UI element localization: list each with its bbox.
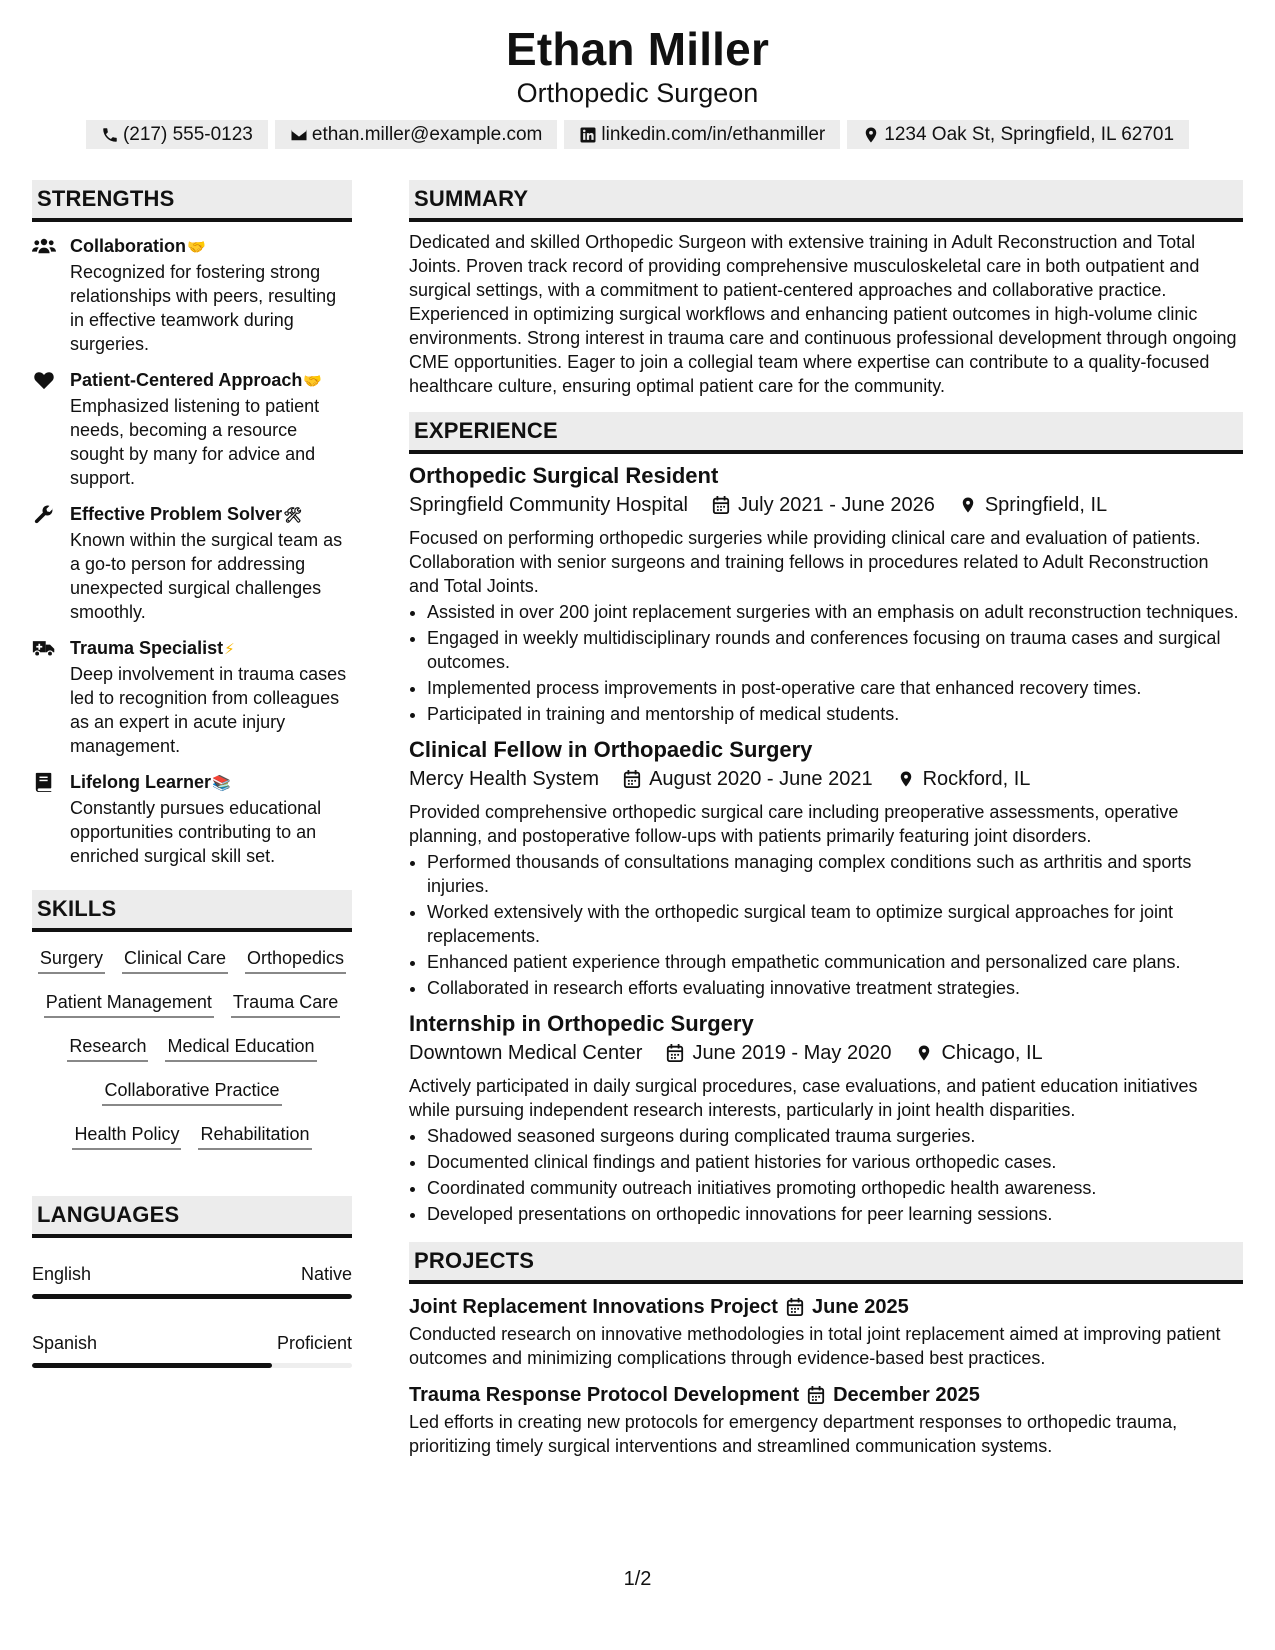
language-item bbox=[32, 1331, 352, 1368]
map-pin-icon bbox=[897, 769, 915, 789]
skill-tag: Medical Education bbox=[165, 1034, 316, 1062]
job-location: Springfield, IL bbox=[984, 494, 1108, 516]
candidate-name: Ethan Miller bbox=[505, 23, 770, 75]
job-bullet: • Developed presentations on orthopedic innovations for peer learning sessions. bbox=[427, 1202, 1243, 1226]
contact-bar bbox=[0, 120, 1275, 149]
handshake-emoji-icon: 🤝 bbox=[187, 239, 206, 256]
job-desc: Focused on performing orthopedic surgeries while providing clinical care and evaluation of patients. Collaboration with senior surgeons and training fellows in procedures related to Adult Reconstruction and Total Joints. bbox=[409, 528, 1209, 596]
language-bar-fill bbox=[32, 1294, 352, 1299]
job-bullet: • Worked extensively with the orthopedic surgical team to optimize surgical approaches for joint replacements. bbox=[427, 900, 1243, 948]
job-title: Orthopedic Surgical Resident bbox=[409, 463, 719, 488]
job-bullet: • Collaborated in research efforts evaluating innovative treatment strategies. bbox=[427, 976, 1243, 1000]
job-meta bbox=[409, 490, 1243, 520]
job-bullet: • Shadowed seasoned surgeons during complicated trauma surgeries. bbox=[427, 1124, 1243, 1148]
language-bar-fill bbox=[32, 1363, 272, 1368]
job-meta bbox=[409, 1038, 1243, 1068]
contact-linkedin-text: linkedin.com/in/ethanmiller bbox=[601, 123, 826, 145]
page-number: 1/2 bbox=[623, 1568, 652, 1590]
strength-item bbox=[32, 502, 352, 624]
strength-desc: Emphasized listening to patient needs, becoming a resource sought by many for advice and support. bbox=[70, 396, 320, 488]
resume-header bbox=[0, 0, 1275, 149]
strength-desc: Known within the surgical team as a go-to person for addressing unexpected surgical challenges smoothly. bbox=[70, 530, 343, 622]
job-meta bbox=[409, 764, 1243, 794]
job-dates: June 2019 - May 2020 bbox=[692, 1042, 892, 1064]
job-desc: Provided comprehensive orthopedic surgical care including preoperative assessments, operative planning, and postoperative follow-ups with patients primarily featuring joint disorders. bbox=[409, 802, 1179, 846]
skill-tag: Rehabilitation bbox=[198, 1122, 311, 1150]
language-name: English bbox=[32, 1264, 92, 1284]
project-entry bbox=[409, 1380, 1243, 1458]
contact-phone-text: (217) 555-0123 bbox=[122, 123, 253, 145]
skill-tag: Health Policy bbox=[72, 1122, 181, 1150]
job-bullet: • Performed thousands of consultations managing complex conditions such as arthritis and sports injuries. bbox=[427, 850, 1243, 898]
job-location: Chicago, IL bbox=[941, 1042, 1043, 1064]
contact-address[interactable] bbox=[847, 120, 1189, 149]
job-title: Clinical Fellow in Orthopaedic Surgery bbox=[409, 737, 813, 762]
skill-tag: Trauma Care bbox=[231, 990, 340, 1018]
job-entry bbox=[409, 736, 1243, 1000]
strength-desc: Deep involvement in trauma cases led to recognition from colleagues as an expert in acute injury management. bbox=[70, 664, 347, 756]
language-name: Spanish bbox=[32, 1333, 98, 1353]
project-date: June 2025 bbox=[811, 1296, 909, 1318]
phone-icon bbox=[101, 126, 119, 144]
map-pin-icon bbox=[862, 126, 880, 144]
project-desc: Led efforts in creating new protocols for emergency department responses to orthopedic trauma, prioritizing timely surgical interventions and streamlined communication systems. bbox=[409, 1412, 1178, 1456]
strength-title: Effective Problem Solver bbox=[70, 504, 283, 524]
contact-address-text: 1234 Oak St, Springfield, IL 62701 bbox=[884, 123, 1175, 145]
calendar-icon bbox=[712, 495, 730, 515]
job-dates: July 2021 - June 2026 bbox=[738, 494, 935, 516]
skills-list bbox=[32, 932, 352, 1150]
lightning-emoji-icon: ⚡ bbox=[224, 641, 235, 658]
language-bar bbox=[32, 1363, 352, 1368]
project-title: Trauma Response Protocol Development bbox=[409, 1384, 800, 1406]
contact-email[interactable] bbox=[275, 120, 558, 149]
handshake-emoji-icon: 🤝 bbox=[303, 373, 323, 390]
strength-title: Collaboration bbox=[70, 236, 186, 256]
contact-email-text: ethan.miller@example.com bbox=[311, 123, 543, 145]
job-bullets bbox=[409, 850, 1243, 1000]
contact-phone[interactable] bbox=[86, 120, 268, 149]
job-entry bbox=[409, 1010, 1243, 1226]
project-title: Joint Replacement Innovations Project bbox=[409, 1296, 778, 1318]
strength-item bbox=[32, 234, 352, 356]
skill-tag: Patient Management bbox=[44, 990, 214, 1018]
job-desc: Actively participated in daily surgical procedures, case evaluations, and patient education initiatives while pursuing independent research interests, particularly in joint health disparities. bbox=[409, 1076, 1198, 1120]
job-bullet: • Engaged in weekly multidisciplinary rounds and conferences focusing on trauma cases and surgical outcomes. bbox=[427, 626, 1243, 674]
map-pin-icon bbox=[915, 1043, 933, 1063]
project-desc: Conducted research on innovative methodologies in total joint replacement aimed at improving patient outcomes and minimizing complications through evidence-based best practices. bbox=[409, 1324, 1221, 1368]
strengths-heading: STRENGTHS bbox=[32, 180, 352, 222]
calendar-icon bbox=[666, 1043, 684, 1063]
job-org: Springfield Community Hospital bbox=[409, 494, 689, 516]
job-location: Rockford, IL bbox=[922, 768, 1031, 790]
language-bar bbox=[32, 1294, 352, 1299]
job-bullet: • Enhanced patient experience through empathetic communication and personalized care plans. bbox=[427, 950, 1243, 974]
wrench-icon bbox=[32, 504, 56, 524]
book-icon bbox=[32, 772, 56, 792]
heart-icon bbox=[32, 370, 56, 390]
language-level: Proficient bbox=[276, 1333, 352, 1353]
skill-tag: Collaborative Practice bbox=[102, 1078, 281, 1106]
ambulance-icon bbox=[32, 638, 56, 658]
tools-emoji-icon: 🛠 bbox=[283, 507, 303, 524]
job-org: Downtown Medical Center bbox=[409, 1042, 643, 1064]
project-date: December 2025 bbox=[833, 1384, 980, 1406]
projects-heading: PROJECTS bbox=[409, 1242, 1243, 1284]
job-dates: August 2020 - June 2021 bbox=[649, 768, 873, 790]
strength-item bbox=[32, 770, 352, 868]
calendar-icon bbox=[786, 1297, 804, 1317]
users-icon bbox=[32, 236, 56, 256]
calendar-icon bbox=[807, 1385, 825, 1405]
job-bullets bbox=[409, 1124, 1243, 1226]
job-bullet: • Coordinated community outreach initiatives promoting orthopedic health awareness. bbox=[427, 1176, 1243, 1200]
skill-tag: Clinical Care bbox=[122, 946, 228, 974]
skill-tag: Research bbox=[67, 1034, 148, 1062]
job-org: Mercy Health System bbox=[409, 768, 600, 790]
strength-title: Lifelong Learner bbox=[70, 772, 212, 792]
strength-item bbox=[32, 368, 352, 490]
calendar-icon bbox=[623, 769, 641, 789]
skill-tag: Orthopedics bbox=[245, 946, 346, 974]
language-level: Native bbox=[300, 1264, 352, 1284]
job-bullet: • Participated in training and mentorship of medical students. bbox=[427, 702, 1243, 726]
contact-linkedin[interactable] bbox=[564, 120, 840, 149]
strength-title: Patient-Centered Approach bbox=[70, 370, 303, 390]
map-pin-icon bbox=[959, 495, 977, 515]
skill-tag: Surgery bbox=[38, 946, 105, 974]
linkedin-icon bbox=[579, 126, 597, 144]
job-bullets bbox=[409, 600, 1243, 726]
summary-text: Dedicated and skilled Orthopedic Surgeon with extensive training in Adult Reconstruction and Total Joints. Proven track record of providing comprehensive musculoskeletal care in both outpatient and surgical settings, with a commitment to patient-centered approaches and collaborative practice. Experienced in optimizing surgical workflows and enhancing patient outcomes in high-volume clinic environments. Strong interest in trauma care and continuous professional development through ongoing CME opportunities. Eager to join a collegial team where expertise can contribute to a quality-focused healthcare culture, ensuring optimal patient care for the community. bbox=[409, 232, 1237, 396]
strength-title: Trauma Specialist bbox=[70, 638, 224, 658]
job-title: Internship in Orthopedic Surgery bbox=[409, 1011, 754, 1036]
right-column bbox=[409, 180, 1243, 1458]
languages-heading: LANGUAGES bbox=[32, 1196, 352, 1238]
job-bullet: • Documented clinical findings and patient histories for various orthopedic cases. bbox=[427, 1150, 1243, 1174]
strength-desc: Constantly pursues educational opportunities contributing to an enriched surgical skill set. bbox=[70, 798, 322, 866]
job-bullet: • Assisted in over 200 joint replacement surgeries with an emphasis on adult reconstruction techniques. bbox=[427, 600, 1243, 624]
experience-heading: EXPERIENCE bbox=[409, 412, 1243, 454]
language-item bbox=[32, 1262, 352, 1299]
left-column bbox=[32, 180, 352, 1368]
project-entry bbox=[409, 1292, 1243, 1370]
candidate-title: Orthopedic Surgeon bbox=[516, 78, 759, 108]
summary-heading: SUMMARY bbox=[409, 180, 1243, 222]
job-bullet: • Implemented process improvements in post-operative care that enhanced recovery times. bbox=[427, 676, 1243, 700]
skills-heading: SKILLS bbox=[32, 890, 352, 932]
strength-desc: Recognized for fostering strong relationships with peers, resulting in effective teamwork during surgeries. bbox=[70, 262, 337, 354]
books-emoji-icon: 📚 bbox=[212, 775, 231, 792]
job-entry bbox=[409, 462, 1243, 726]
envelope-icon bbox=[290, 126, 308, 144]
strength-item bbox=[32, 636, 352, 758]
